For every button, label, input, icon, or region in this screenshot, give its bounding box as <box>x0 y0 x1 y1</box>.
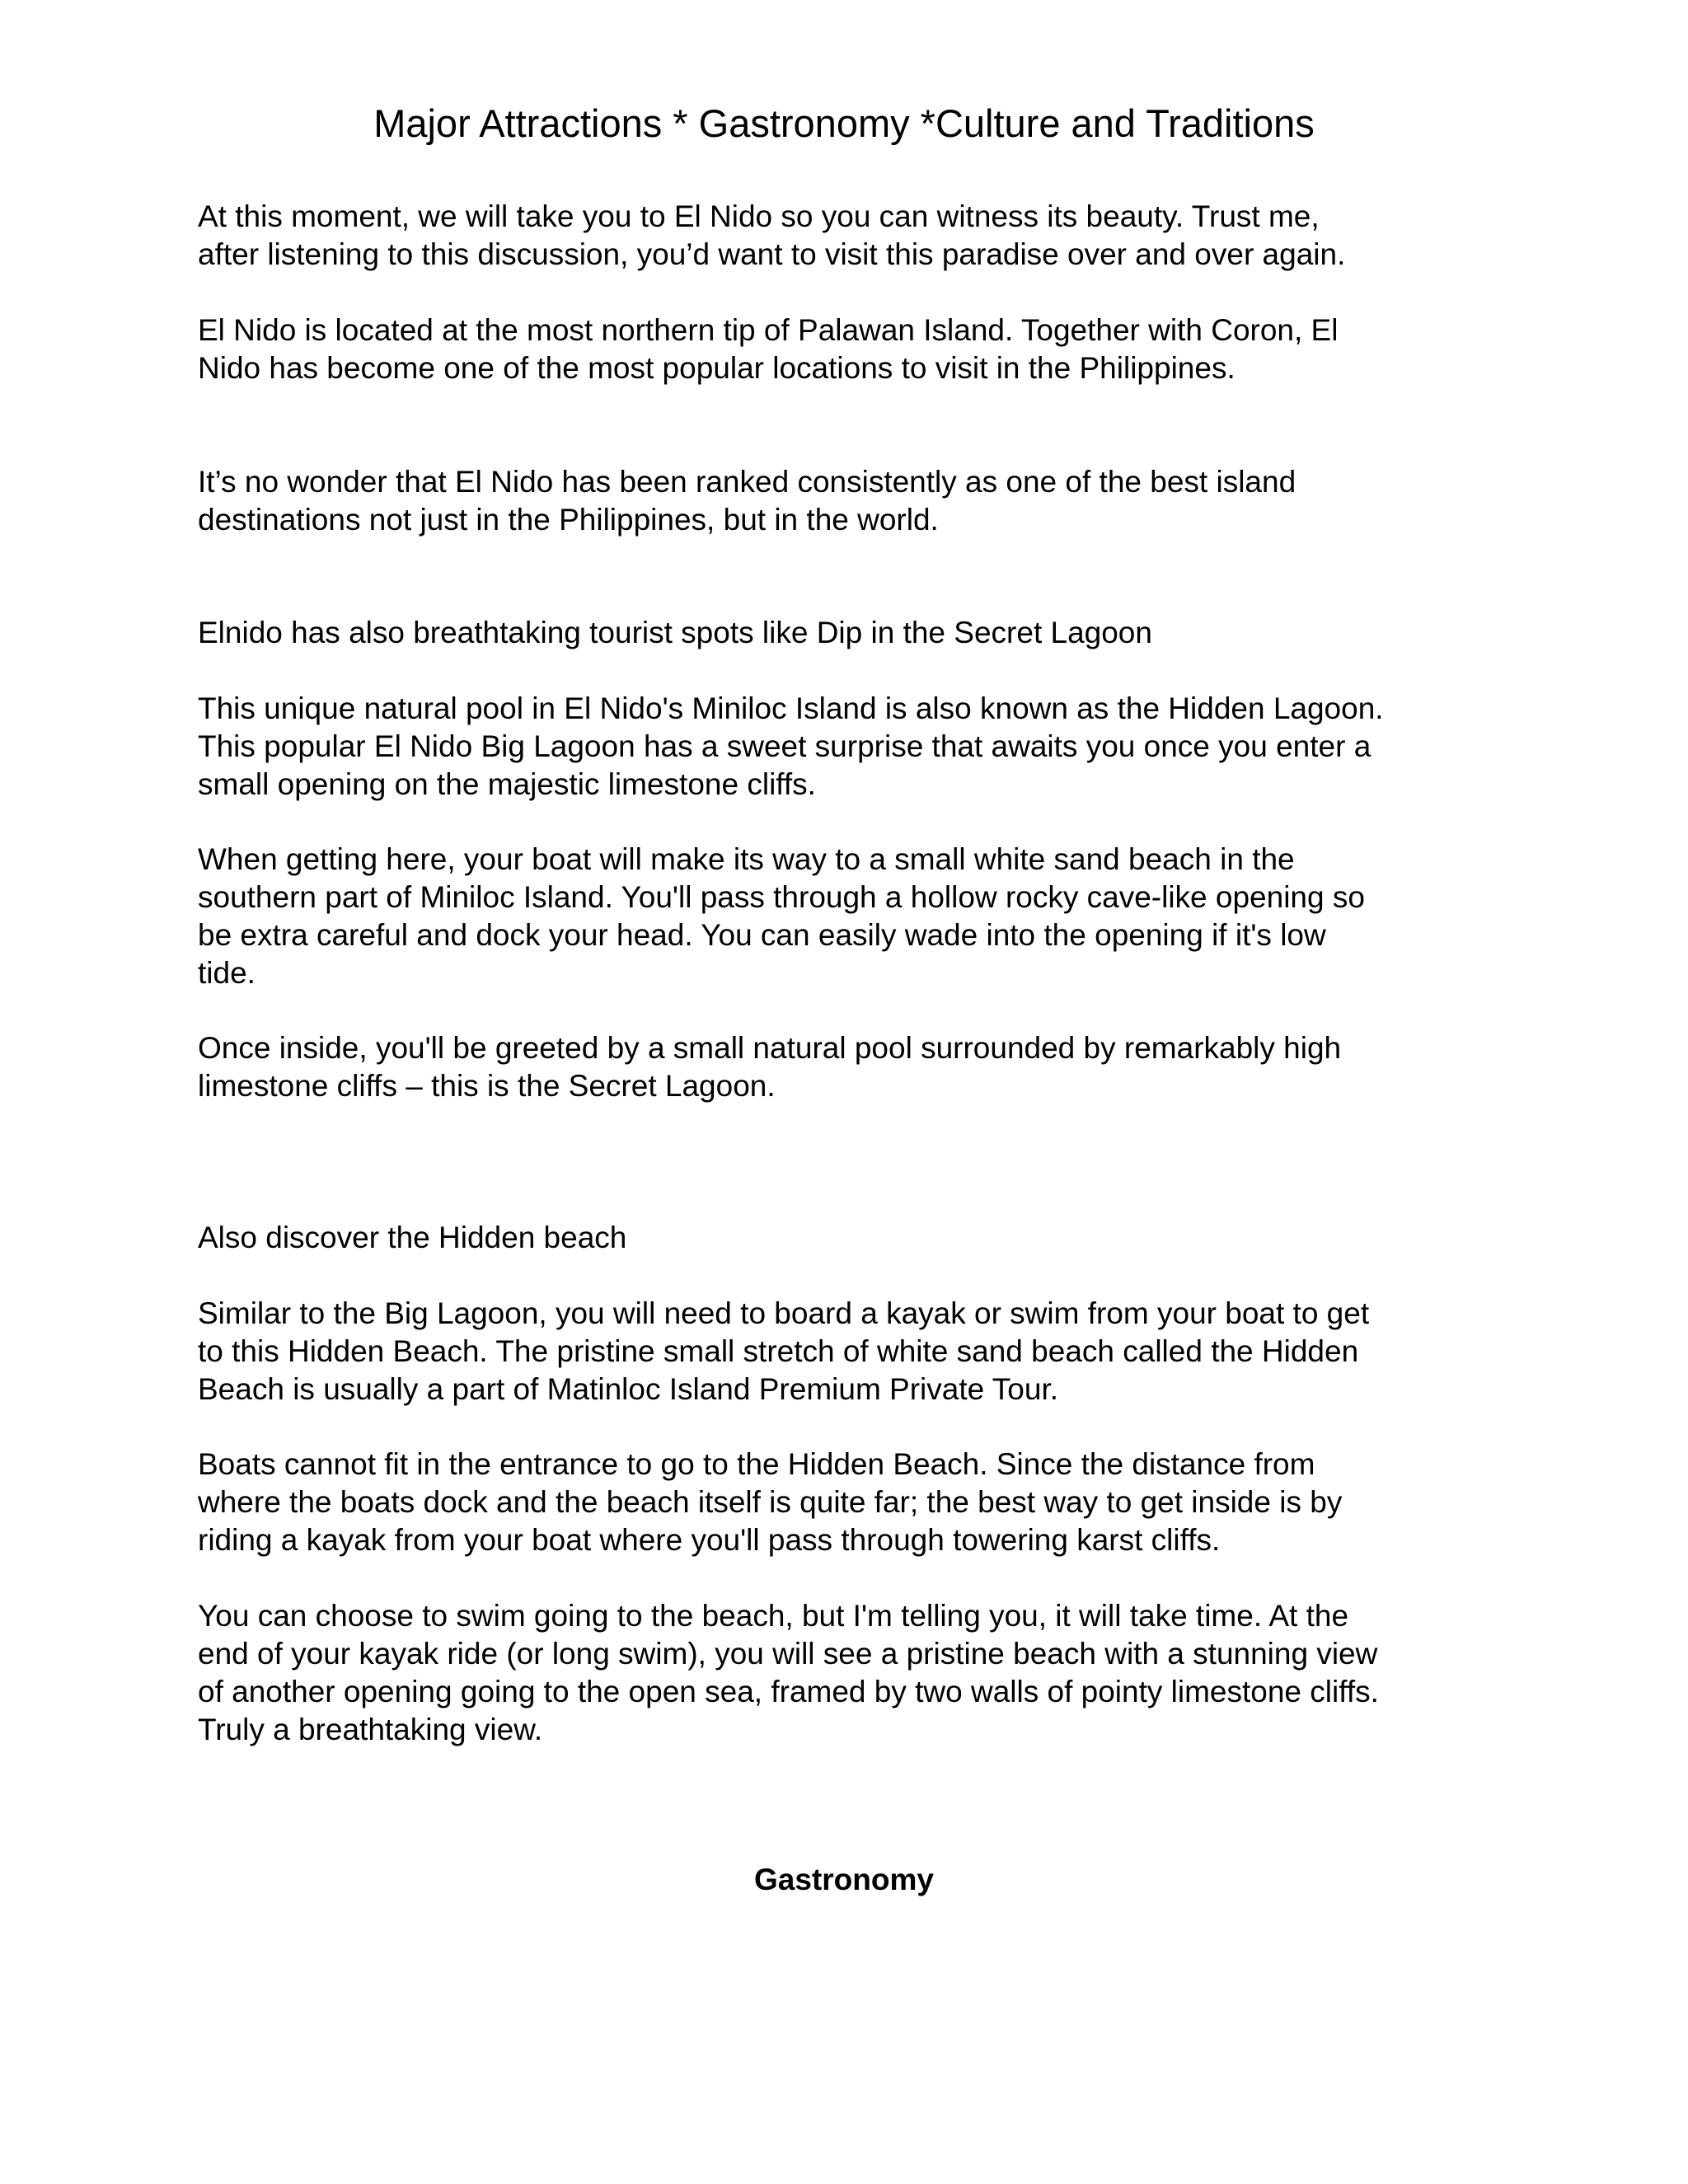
paragraph-hidden-lagoon: This unique natural pool in El Nido's Miniloc Island is also known as the Hidden Lagoon. This popular El Nido Big Lagoon has a sweet surprise that awaits you once you enter a small opening on the majestic limestone cliffs. <box>198 691 1384 801</box>
section-heading-gastronomy: Gastronomy <box>754 1863 934 1896</box>
document-title: Major Attractions * Gastronomy *Culture and Traditions <box>373 101 1315 145</box>
paragraph-boats-entrance: Boats cannot fit in the entrance to go to the Hidden Beach. Since the distance from where the boats dock and the beach itself is quite far; the best way to get inside is by riding a kayak from your boat where you'll pass through towering karst cliffs. <box>198 1447 1343 1557</box>
paragraph-getting-there: When getting here, your boat will make its way to a small white sand beach in the southern part of Miniloc Island. You'll pass through a hollow rocky cave-like opening so be extra careful and dock your head. You can easily wade into the opening if it's low tide. <box>198 842 1365 990</box>
paragraph-location: El Nido is located at the most northern tip of Palawan Island. Together with Coron, El Nido has become one of the most popular locations to visit in the Philippines. <box>198 313 1339 385</box>
paragraph-once-inside: Once inside, you'll be greeted by a small natural pool surrounded by remarkably high limestone cliffs – this is the Secret Lagoon. <box>198 1031 1342 1103</box>
paragraph-swim-view: You can choose to swim going to the beach, but I'm telling you, it will take time. At the end of your kayak ride (or long swim), you will see a pristine beach with a stunning view of another opening going to the open sea, framed by two walls of pointy limestone cliffs. Truly a breathtaking view. <box>198 1599 1379 1746</box>
paragraph-ranking: It’s no wonder that El Nido has been ranked consistently as one of the best island destinations not just in the Philippines, but in the world. <box>198 465 1296 537</box>
paragraph-hidden-beach-intro: Also discover the Hidden beach <box>198 1221 627 1254</box>
paragraph-secret-lagoon-intro: Elnido has also breathtaking tourist spots like Dip in the Secret Lagoon <box>198 616 1152 649</box>
paragraph-intro: At this moment, we will take you to El Nido so you can witness its beauty. Trust me, after listening to this discussion, you’d want to visit this paradise over and over again. <box>198 199 1346 271</box>
paragraph-big-lagoon-kayak: Similar to the Big Lagoon, you will need to board a kayak or swim from your boat to get to this Hidden Beach. The pristine small stretch of white sand beach called the Hidden Beach is usually a part of Matinloc Island Premium Private Tour. <box>198 1296 1370 1406</box>
